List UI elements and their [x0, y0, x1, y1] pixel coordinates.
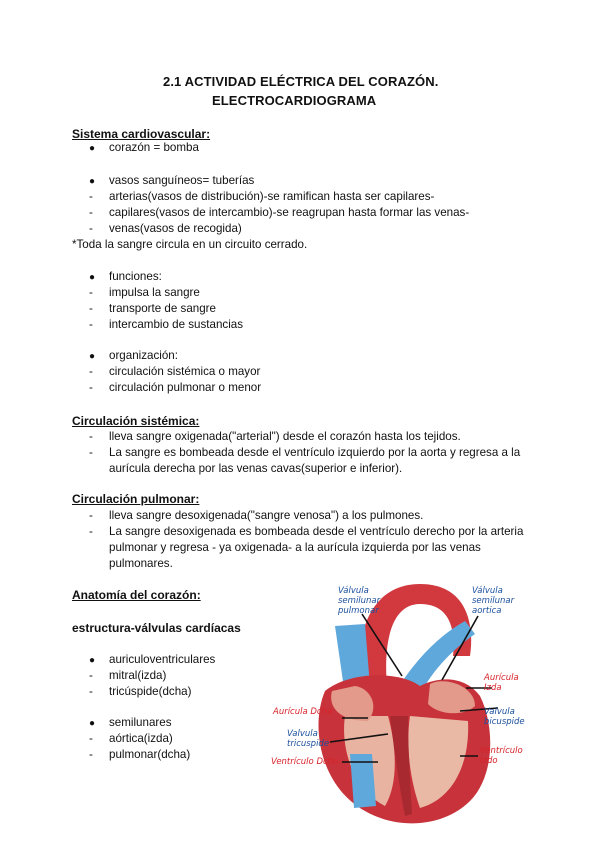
bullet-marker: ● — [89, 655, 96, 666]
label-valvula-bicuspide: Valvula bicuspide — [484, 707, 525, 727]
list-item: corazón = bomba — [109, 141, 199, 154]
list-item: vasos sanguíneos= tuberías — [109, 174, 255, 187]
list-item: capilares(vasos de intercambio)-se reagrupan hasta formar las venas- — [109, 206, 470, 219]
label-valvula-tricuspide: Valvula tricuspide — [287, 729, 330, 749]
list-item: circulación pulmonar o menor — [109, 381, 262, 394]
list-item: aórtica(izda) — [109, 732, 173, 745]
dash-marker: - — [89, 302, 93, 315]
bullet-marker: ● — [89, 718, 96, 729]
bullet-marker: ● — [89, 272, 96, 283]
dash-marker: - — [89, 685, 93, 698]
dash-marker: - — [89, 222, 93, 235]
dash-marker: - — [89, 732, 93, 745]
dash-marker: - — [89, 525, 93, 538]
page-title-line1: 2.1 ACTIVIDAD ELÉCTRICA DEL CORAZÓN. — [163, 74, 439, 89]
section-heading-circ-pulmonar: Circulación pulmonar: — [72, 492, 200, 506]
list-item: La sangre es bombeada desde el ventrículo izquierdo por la aorta y regresa a la aurícula derecha por las venas cavas(superior e inferior). — [109, 446, 521, 475]
list-item: pulmonar(dcha) — [109, 748, 191, 761]
dash-marker: - — [89, 190, 93, 203]
dash-marker: - — [89, 430, 93, 443]
label-ventriculo-izdo: Ventrículo Izdo — [480, 746, 523, 766]
label-valvula-semilunar-aortica: Válvula semilunar aortica — [472, 586, 515, 616]
dash-marker: - — [89, 381, 93, 394]
dash-marker: - — [89, 206, 93, 219]
list-item: funciones: — [109, 270, 162, 283]
list-item: auriculoventriculares — [109, 653, 216, 666]
list-item: venas(vasos de recogida) — [109, 222, 242, 235]
list-item: organización: — [109, 349, 178, 362]
bullet-marker: ● — [89, 351, 96, 362]
section-heading-circ-sistemica: Circulación sistémica: — [72, 414, 200, 428]
dash-marker: - — [89, 286, 93, 299]
list-item: lleva sangre oxigenada("arterial") desde el corazón hasta los tejidos. — [109, 430, 461, 443]
section-heading-anatomia: Anatomía del corazón: — [72, 588, 201, 602]
label-valvula-semilunar-pulmonar: Válvula semilunar pulmonar — [338, 586, 381, 616]
list-item: tricúspide(dcha) — [109, 685, 192, 698]
list-item: circulación sistémica o mayor — [109, 365, 261, 378]
list-item: mitral(izda) — [109, 669, 167, 682]
dash-marker: - — [89, 365, 93, 378]
list-item: semilunares — [109, 716, 172, 729]
list-item: impulsa la sangre — [109, 286, 200, 299]
list-item: intercambio de sustancias — [109, 318, 244, 331]
list-item: lleva sangre desoxigenada("sangre venosa") a los pulmones. — [109, 509, 424, 522]
dash-marker: - — [89, 748, 93, 761]
page-title-line2: ELECTROCARDIOGRAMA — [212, 93, 377, 108]
label-ventriculo-dcho: Ventrículo Dcho — [271, 757, 339, 767]
dash-marker: - — [89, 509, 93, 522]
bullet-marker: ● — [89, 143, 96, 154]
bullet-marker: ● — [89, 176, 96, 187]
list-item: transporte de sangre — [109, 302, 216, 315]
list-item: La sangre desoxigenada es bombeada desde el ventrículo derecho por la arteria pulmonar y regresa - ya oxigenada- a la aurícula izquierda por las venas pulmonares. — [109, 525, 524, 570]
dash-marker: - — [89, 318, 93, 331]
note-text: *Toda la sangre circula en un circuito cerrado. — [72, 238, 308, 251]
list-item: arterias(vasos de distribución)-se ramifican hasta ser capilares- — [109, 190, 435, 203]
dash-marker: - — [89, 669, 93, 682]
label-auricula-dcha: Aurícula Dcha — [273, 707, 333, 717]
subheading-valvulas: estructura-válvulas cardíacas — [72, 621, 241, 635]
section-heading-sistema: Sistema cardiovascular: — [72, 127, 211, 141]
label-auricula-izda: Aurícula Izda — [484, 673, 519, 693]
dash-marker: - — [89, 446, 93, 459]
